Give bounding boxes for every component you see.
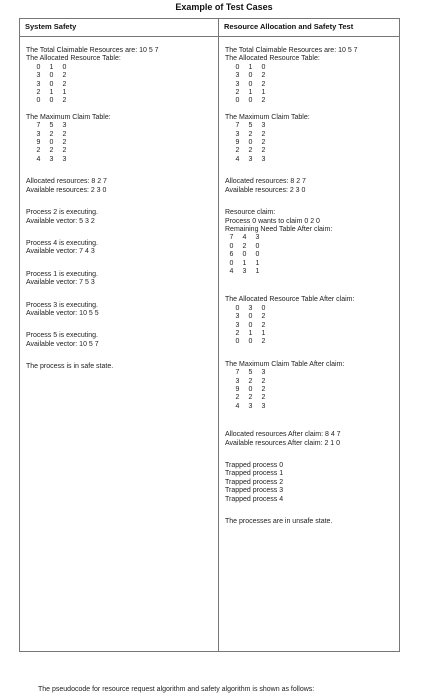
matrix-cell: 3 <box>261 402 266 410</box>
matrix-cell: 3 <box>235 130 240 138</box>
matrix-cell: 2 <box>242 242 247 250</box>
step-exec: Process 2 is executing. <box>26 209 98 217</box>
matrix-row <box>225 243 397 251</box>
matrix-cell: 0 <box>261 63 266 71</box>
allocated-after-matrix <box>225 305 397 347</box>
matrix-cell: 1 <box>248 63 253 71</box>
step-vector: Available vector: 10 5 7 <box>26 340 99 348</box>
matrix-row <box>231 394 397 402</box>
matrix-cell: 2 <box>36 89 41 97</box>
matrix-cell: 0 <box>248 313 253 321</box>
matrix-cell: 2 <box>261 377 266 385</box>
matrix-cell: 3 <box>36 72 41 80</box>
unsafe-result: The processes are in unsafe state. <box>225 518 333 526</box>
matrix-cell: 0 <box>248 139 253 147</box>
matrix-cell: 1 <box>248 89 253 97</box>
total-resources: The Total Claimable Resources are: 10 5 7 <box>225 47 358 54</box>
matrix-cell: 2 <box>261 394 266 402</box>
matrix-cell: 4 <box>235 402 240 410</box>
matrix-row <box>231 403 397 411</box>
matrix-cell: 0 <box>255 251 260 259</box>
matrix-cell: 0 <box>248 386 253 393</box>
step-exec: Process 4 is executing. <box>26 239 98 247</box>
matrix-cell: 3 <box>235 72 240 80</box>
step-exec: Process 5 is executing. <box>26 332 98 340</box>
step-vector: Available vector: 7 4 3 <box>26 248 95 256</box>
max-claim-title: The Maximum Claim Table: <box>26 113 111 121</box>
matrix-cell: 0 <box>49 97 54 105</box>
matrix-cell: 2 <box>235 89 240 97</box>
matrix-cell: 3 <box>261 155 266 163</box>
matrix-row <box>231 378 397 386</box>
matrix-cell: 1 <box>261 89 266 97</box>
page-title: Example of Test Cases <box>175 2 273 12</box>
remaining-need-matrix <box>225 234 397 276</box>
matrix-row <box>231 147 397 155</box>
matrix-cell: 3 <box>248 304 253 312</box>
matrix-cell: 2 <box>235 329 240 337</box>
matrix-cell: 0 <box>248 338 253 346</box>
footer-text: The pseudocode for resource request algorithm and safety algorithm is shown as follows: <box>38 686 315 693</box>
matrix-row <box>231 386 397 394</box>
matrix-cell: 3 <box>235 377 240 385</box>
matrix-cell: 2 <box>261 386 266 393</box>
matrix-row <box>231 122 397 130</box>
matrix-cell: 0 <box>235 338 240 346</box>
matrix-cell: 2 <box>261 338 266 346</box>
matrix-cell: 2 <box>261 147 266 155</box>
matrix-cell: 3 <box>49 155 54 163</box>
trapped-process: Trapped process 1 <box>225 470 284 478</box>
matrix-row <box>231 131 397 139</box>
matrix-cell: 3 <box>62 122 67 130</box>
header-divider <box>20 36 399 37</box>
matrix-cell: 2 <box>261 313 266 321</box>
matrix-cell: 2 <box>62 72 67 80</box>
matrix-cell: 5 <box>248 369 253 377</box>
matrix-cell: 2 <box>261 97 266 105</box>
allocated-resources: Allocated resources: 8 2 7 <box>225 178 306 186</box>
matrix-row <box>32 131 212 139</box>
matrix-cell: 1 <box>49 89 54 97</box>
matrix-cell: 2 <box>62 97 67 105</box>
resource-claim-line: Process 0 wants to claim 0 2 0 <box>225 217 320 225</box>
matrix-row <box>225 251 397 259</box>
matrix-cell: 0 <box>49 80 54 88</box>
matrix-row <box>231 97 397 105</box>
matrix-cell: 0 <box>261 304 266 312</box>
matrix-cell: 0 <box>248 321 253 329</box>
available-resources: Available resources: 2 3 0 <box>26 186 107 194</box>
matrix-row <box>231 72 397 80</box>
left-column-header: System Safety <box>25 22 77 31</box>
matrix-cell: 2 <box>235 394 240 402</box>
matrix-cell: 0 <box>62 63 67 71</box>
matrix-row <box>32 139 212 147</box>
matrix-cell: 0 <box>49 72 54 80</box>
matrix-cell: 3 <box>242 267 247 275</box>
matrix-row <box>32 97 212 105</box>
matrix-cell: 1 <box>248 329 253 337</box>
matrix-cell: 3 <box>255 234 260 242</box>
matrix-cell: 3 <box>248 155 253 163</box>
matrix-cell: 5 <box>248 122 253 130</box>
matrix-row <box>32 72 212 80</box>
allocated-matrix <box>225 64 397 106</box>
matrix-row <box>32 122 212 130</box>
matrix-cell: 1 <box>261 329 266 337</box>
matrix-cell: 7 <box>36 122 41 130</box>
matrix-cell: 2 <box>235 147 240 155</box>
matrix-row <box>231 64 397 72</box>
matrix-cell: 1 <box>255 267 260 275</box>
matrix-row <box>32 156 212 164</box>
matrix-cell: 4 <box>36 155 41 163</box>
matrix-cell: 3 <box>235 321 240 329</box>
matrix-cell: 0 <box>49 139 54 147</box>
matrix-cell: 1 <box>255 259 260 267</box>
total-resources: The Total Claimable Resources are: 10 5 7 <box>26 47 159 54</box>
matrix-cell: 2 <box>49 130 54 138</box>
matrix-cell: 2 <box>62 130 67 138</box>
matrix-row <box>32 81 212 89</box>
matrix-row <box>231 330 397 338</box>
matrix-cell: 2 <box>62 80 67 88</box>
matrix-row <box>231 81 397 89</box>
trapped-process: Trapped process 2 <box>225 478 284 486</box>
matrix-row <box>231 156 397 164</box>
matrix-row <box>231 322 397 330</box>
matrix-row <box>231 369 397 377</box>
trapped-process: Trapped process 3 <box>225 487 284 495</box>
step-vector: Available vector: 10 5 5 <box>26 309 99 317</box>
matrix-cell: 0 <box>36 63 41 71</box>
matrix-cell: 2 <box>261 130 266 138</box>
matrix-cell: 6 <box>229 251 234 259</box>
resource-claim-title: Resource claim: <box>225 209 276 217</box>
matrix-cell: 2 <box>248 394 253 402</box>
step-exec: Process 1 is executing. <box>26 270 98 278</box>
matrix-cell: 2 <box>261 139 266 147</box>
matrix-cell: 1 <box>49 63 54 71</box>
matrix-row <box>32 147 212 155</box>
matrix-cell: 0 <box>235 304 240 312</box>
matrix-row <box>231 338 397 346</box>
matrix-cell: 7 <box>235 369 240 377</box>
matrix-cell: 0 <box>235 63 240 71</box>
matrix-cell: 0 <box>248 97 253 105</box>
matrix-row <box>32 89 212 97</box>
matrix-cell: 2 <box>261 80 266 88</box>
matrix-cell: 2 <box>36 147 41 155</box>
matrix-cell: 2 <box>261 72 266 80</box>
max-claim-title: The Maximum Claim Table: <box>225 113 310 121</box>
matrix-cell: 7 <box>235 122 240 130</box>
matrix-cell: 3 <box>36 130 41 138</box>
matrix-row <box>32 64 212 72</box>
matrix-cell: 7 <box>229 234 234 242</box>
matrix-cell: 0 <box>255 242 260 250</box>
allocated-after-title: The Allocated Resource Table After claim: <box>225 296 355 304</box>
matrix-cell: 2 <box>62 147 67 155</box>
matrix-cell: 0 <box>229 259 234 267</box>
matrix-cell: 2 <box>49 147 54 155</box>
matrix-cell: 1 <box>62 89 67 97</box>
system-safety-column <box>26 47 212 372</box>
allocated-table-title: The Allocated Resource Table: <box>225 55 320 63</box>
matrix-cell: 3 <box>261 122 266 130</box>
matrix-cell: 3 <box>248 402 253 410</box>
matrix-cell: 9 <box>235 386 240 393</box>
matrix-cell: 4 <box>242 234 247 242</box>
matrix-row <box>225 234 397 242</box>
matrix-cell: 3 <box>62 155 67 163</box>
matrix-cell: 4 <box>235 155 240 163</box>
available-after: Available resources After claim: 2 1 0 <box>225 439 341 447</box>
matrix-cell: 5 <box>49 122 54 130</box>
matrix-cell: 0 <box>242 251 247 259</box>
matrix-cell: 3 <box>36 80 41 88</box>
step-exec: Process 3 is executing. <box>26 301 98 309</box>
matrix-cell: 0 <box>235 97 240 105</box>
matrix-cell: 2 <box>62 139 67 147</box>
max-claim-after-title: The Maximum Claim Table After claim: <box>225 360 345 368</box>
step-vector: Available vector: 5 3 2 <box>26 217 95 225</box>
column-divider <box>218 19 219 651</box>
matrix-cell: 2 <box>248 147 253 155</box>
matrix-cell: 1 <box>242 259 247 267</box>
step-vector: Available vector: 7 5 3 <box>26 279 95 287</box>
matrix-cell: 0 <box>36 97 41 105</box>
matrix-cell: 9 <box>235 139 240 147</box>
trapped-process: Trapped process 0 <box>225 462 284 470</box>
trapped-process: Trapped process 4 <box>225 495 284 503</box>
matrix-row <box>231 89 397 97</box>
matrix-row <box>231 139 397 147</box>
matrix-row <box>225 260 397 268</box>
matrix-row <box>231 313 397 321</box>
test-case-table <box>19 18 400 652</box>
right-column-header: Resource Allocation and Safety Test <box>224 22 354 31</box>
max-claim-after-matrix <box>225 369 397 411</box>
matrix-cell: 3 <box>261 369 266 377</box>
matrix-cell: 0 <box>248 72 253 80</box>
matrix-cell: 2 <box>248 377 253 385</box>
allocated-matrix <box>26 64 212 106</box>
matrix-row <box>225 268 397 276</box>
allocated-after: Allocated resources After claim: 8 4 7 <box>225 431 341 439</box>
matrix-cell: 2 <box>261 321 266 329</box>
matrix-cell: 2 <box>248 130 253 138</box>
matrix-cell: 3 <box>235 80 240 88</box>
matrix-cell: 0 <box>229 242 234 250</box>
matrix-cell: 3 <box>235 313 240 321</box>
max-claim-matrix <box>26 122 212 164</box>
matrix-row <box>231 305 397 313</box>
matrix-cell: 0 <box>248 80 253 88</box>
allocated-resources: Allocated resources: 8 2 7 <box>26 178 107 186</box>
remaining-need-title: Remaining Need Table After claim: <box>225 225 333 233</box>
safety-result: The process is in safe state. <box>26 363 114 371</box>
matrix-cell: 4 <box>229 267 234 275</box>
available-resources: Available resources: 2 3 0 <box>225 186 306 194</box>
max-claim-matrix <box>225 122 397 164</box>
allocated-table-title: The Allocated Resource Table: <box>26 55 121 63</box>
matrix-cell: 9 <box>36 139 41 147</box>
resource-allocation-column <box>225 47 397 526</box>
